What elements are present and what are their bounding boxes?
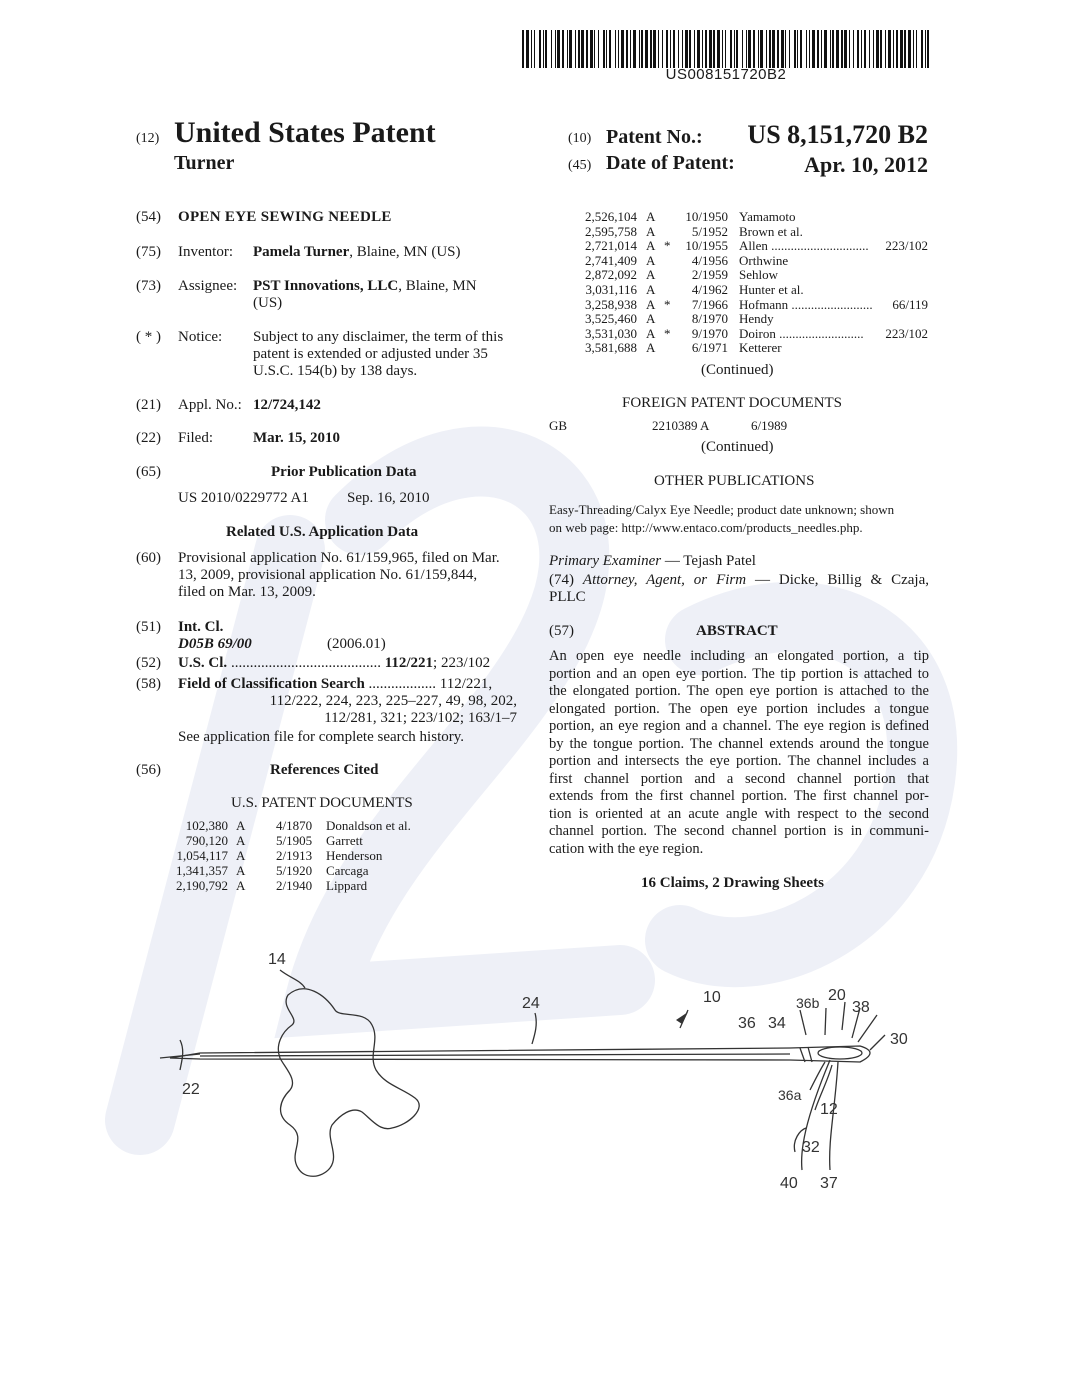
barcode-bar	[781, 30, 784, 68]
barcode-bar	[590, 30, 593, 68]
intcl-class: D05B 69/00	[178, 636, 252, 652]
barcode-bar	[682, 30, 683, 68]
abstract-code: (57)	[549, 623, 574, 639]
barcode-bar	[621, 30, 624, 68]
figure-label-12: 12	[820, 1101, 838, 1118]
barcode-bar	[545, 30, 547, 68]
inventor-label: Inventor:	[178, 244, 233, 260]
us-ref-row	[0, 297, 1080, 312]
barcode-bar	[678, 30, 679, 68]
us-ref-no: 2,872,092	[585, 267, 637, 283]
related-title: Related U.S. Application Data	[226, 524, 419, 540]
break-outline	[278, 989, 419, 1176]
field-line-4: See application file for complete search history.	[178, 729, 465, 745]
us-ref-name: Orthwine	[739, 252, 789, 268]
barcode-bar	[581, 30, 584, 68]
abstract-line: tion is oriented at an acute angle with respect to the second	[549, 805, 929, 822]
abstract-title: ABSTRACT	[696, 623, 778, 639]
barcode-bar	[832, 30, 834, 68]
barcode-bar	[662, 30, 663, 68]
field-line-2: 112/222, 224, 223, 225–227, 49, 98, 202,	[269, 693, 517, 709]
barcode-bar	[913, 30, 914, 68]
barcode-bar	[908, 30, 911, 68]
barcode-bar	[555, 30, 556, 68]
barcode-bar	[557, 30, 560, 68]
us-ref-no: 3,258,938	[585, 296, 637, 312]
barcode-bar	[730, 30, 732, 68]
barcode-bar	[789, 30, 790, 68]
us-doc-kind: A	[236, 848, 246, 863]
barcode-bar	[806, 30, 807, 68]
barcode-bar	[702, 30, 703, 68]
abstract-line: elongated portion. The open eye portion includes a tongue	[549, 700, 929, 717]
inventor-value: Pamela Turner, Blaine, MN (US)	[253, 244, 461, 260]
us-doc-row	[0, 863, 1080, 878]
us-ref-kind: A	[646, 238, 656, 254]
attorney: (74) Attorney, Agent, or Firm — Dicke, Billig & Czaja, PLLC	[549, 572, 929, 605]
barcode-bar	[650, 30, 652, 68]
barcode-bar	[639, 30, 640, 68]
barcode-bar	[758, 30, 759, 68]
figure-label-22: 22	[182, 1081, 200, 1098]
us-doc-no: 790,120	[185, 833, 228, 848]
prov-text: Provisional application No. 61/159,965, filed on Mar. 13, 2009, provisional application No. 61/159,844, filed on Mar. 13, 2009.	[178, 550, 500, 600]
barcode-bar	[615, 30, 616, 68]
inventor-code: (75)	[136, 244, 161, 260]
us-ref-row	[0, 326, 1080, 341]
barcode-bar	[709, 30, 712, 68]
barcode-bar	[817, 30, 819, 68]
us-doc-name: Garrett	[326, 833, 363, 848]
barcode-bar	[717, 30, 720, 68]
us-ref-row	[0, 311, 1080, 326]
assignee-label: Assignee:	[178, 278, 238, 294]
assignee-country: (US)	[253, 295, 283, 311]
us-ref-name: Brown et al.	[739, 223, 803, 239]
us-ref-row	[0, 267, 1080, 282]
barcode-bar	[748, 30, 751, 68]
barcode-bar	[836, 30, 839, 68]
abstract-line: cation with the eye region.	[549, 840, 704, 857]
barcode-bar	[722, 30, 723, 68]
barcode-bar	[885, 30, 886, 68]
barcode-bar	[603, 30, 605, 68]
abstract-line: portion and intersects the eye portion. The channel includes a	[549, 753, 929, 769]
us-ref-date: 10/1950	[685, 209, 728, 224]
barcode-bar	[916, 30, 917, 68]
appl-code: (21)	[136, 397, 161, 413]
barcode-bar	[673, 30, 675, 68]
us-doc-kind: A	[236, 878, 246, 893]
assignee-code: (73)	[136, 278, 161, 294]
code-10: (10)	[568, 131, 592, 146]
appl-number: 12/724,142	[253, 397, 321, 413]
barcode-bar	[869, 30, 870, 68]
barcode-bar	[666, 30, 668, 68]
prior-pub-title: Prior Publication Data	[271, 464, 417, 480]
needle-figure	[140, 940, 920, 1200]
us-ref-no: 2,526,104	[585, 209, 637, 224]
barcode-bar	[598, 30, 599, 68]
us-doc-name: Henderson	[326, 848, 383, 863]
barcode-number: US008151720B2	[665, 66, 787, 83]
us-ref-name: Ketterer	[739, 340, 782, 356]
us-doc-name: Lippard	[326, 878, 368, 893]
barcode-bar	[594, 30, 595, 68]
figure-label-36a: 36a	[778, 1087, 802, 1103]
barcode-bar	[904, 30, 906, 68]
barcode-bar	[736, 30, 738, 68]
us-doc-kind: A	[236, 818, 246, 833]
abstract-line: channel portion. The second channel portion is in communi-	[549, 823, 929, 839]
us-doc-date: 5/1905	[276, 833, 313, 848]
barcode-bar	[689, 30, 691, 68]
barcode-bar	[606, 30, 607, 68]
abstract-line: by the tongue portion. The channel extends around the tongue	[549, 735, 929, 752]
foreign-country: GB	[549, 418, 568, 433]
patent-date: Apr. 10, 2012	[804, 152, 928, 177]
prior-code: (65)	[136, 464, 161, 480]
barcode-bar	[876, 30, 879, 68]
barcode-bar	[893, 30, 894, 68]
us-ref-no: 3,031,116	[585, 282, 637, 297]
us-ref-date: 9/1970	[691, 325, 728, 341]
continued-1: (Continued)	[701, 362, 774, 378]
abstract-line: extends from the first channel portion. The first channel por-	[549, 788, 929, 804]
appl-label: Appl. No.:	[178, 397, 242, 413]
us-ref-name: Hendy	[739, 311, 774, 327]
barcode-bar	[551, 30, 552, 68]
patent-no-label: Patent No.:	[606, 126, 703, 148]
barcode-bar	[760, 30, 763, 68]
examiner: Primary Examiner — Tejash Patel	[549, 553, 756, 569]
us-doc-row	[0, 878, 1080, 893]
barcode-bar	[809, 30, 810, 68]
us-ref-star: *	[664, 296, 671, 312]
us-ref-date: 4/1962	[691, 282, 728, 297]
figure-label-32: 32	[802, 1139, 820, 1156]
us-ref-date: 7/1966	[691, 296, 728, 312]
barcode-bar	[844, 30, 847, 68]
barcode-bar	[821, 30, 822, 68]
abstract-text	[549, 648, 929, 858]
barcode-bar	[824, 30, 827, 68]
barcode-bar	[864, 30, 866, 68]
us-ref-star: *	[664, 325, 671, 341]
barcode-bar	[797, 30, 798, 68]
us-ref-row	[0, 253, 1080, 268]
us-ref-row	[0, 209, 1080, 224]
us-ref-cls: 223/102	[885, 325, 928, 341]
figure-label-34: 34	[768, 1015, 786, 1032]
us-docs-title: U.S. PATENT DOCUMENTS	[231, 795, 413, 811]
barcode-bar	[896, 30, 898, 68]
barcode-bar	[921, 30, 923, 68]
us-ref-name: Allen ..............................	[739, 238, 869, 254]
barcode-bar	[769, 30, 771, 68]
filed-code: (22)	[136, 430, 161, 446]
prior-pub-number: US 2010/0229772 A1	[178, 490, 309, 506]
us-doc-date: 4/1870	[276, 818, 313, 833]
us-ref-kind: A	[646, 325, 656, 341]
us-doc-date: 5/1920	[276, 863, 313, 878]
us-ref-no: 3,581,688	[585, 340, 637, 356]
us-ref-name: Doiron ..........................	[739, 325, 864, 341]
barcode-bar	[794, 30, 796, 68]
barcode-bar	[861, 30, 862, 68]
barcode-bar	[531, 30, 532, 68]
barcode-bar	[734, 30, 735, 68]
foreign-number: 2210389 A	[652, 418, 710, 433]
filed-label: Filed:	[178, 430, 214, 446]
figure-label-38: 38	[852, 999, 870, 1016]
barcode-bar	[575, 30, 576, 68]
us-ref-star: *	[664, 238, 671, 254]
figure-label-37: 37	[820, 1175, 838, 1192]
barcode-bar	[567, 30, 568, 68]
figure-label-24: 24	[522, 995, 540, 1012]
abstract-line: portion and an open eye portion. The tip portion is attached to	[549, 665, 929, 682]
barcode-bar	[586, 30, 588, 68]
us-doc-no: 1,054,117	[176, 848, 228, 863]
us-doc-date: 2/1940	[276, 878, 313, 893]
needle-eye	[818, 1047, 862, 1059]
barcode-bar	[746, 30, 747, 68]
inventor-surname: Turner	[174, 152, 235, 174]
barcode-bar	[880, 30, 882, 68]
prov-code: (60)	[136, 550, 161, 566]
notice-code: ( * )	[136, 329, 161, 345]
figure-label-14: 14	[268, 951, 286, 968]
us-doc-name: Carcaga	[326, 863, 369, 878]
barcode-bar	[562, 30, 564, 68]
assignee-value: PST Innovations, LLC, Blaine, MN	[253, 278, 477, 294]
barcode-bar	[569, 30, 572, 68]
barcode-bar	[618, 30, 619, 68]
us-ref-no: 2,741,409	[585, 252, 637, 268]
barcode-bar	[812, 30, 815, 68]
code-12: (12)	[136, 131, 160, 146]
us-ref-kind: A	[646, 311, 656, 327]
document-type: United States Patent	[174, 116, 436, 149]
us-ref-cls: 223/102	[885, 238, 928, 254]
barcode-bar	[927, 30, 929, 68]
us-ref-date: 10/1955	[685, 238, 728, 254]
date-label: Date of Patent:	[606, 152, 735, 174]
abstract-line: first channel portion and a second channel portion that	[549, 770, 929, 787]
us-ref-date: 2/1959	[691, 267, 728, 283]
barcode-bar	[753, 30, 755, 68]
us-ref-no: 3,531,030	[585, 325, 637, 341]
field-line-1: Field of Classification Search .................. 112/221,	[178, 676, 493, 692]
barcode-bar	[543, 30, 544, 68]
us-ref-kind: A	[646, 223, 656, 239]
notice-label: Notice:	[178, 329, 223, 345]
barcode-bar	[853, 30, 854, 68]
us-ref-no: 3,525,460	[585, 311, 637, 327]
abstract-line: portion, an eye region and a channel. The eye region is defined	[549, 718, 929, 734]
barcode-bar	[705, 30, 707, 68]
foreign-date: 6/1989	[751, 418, 788, 433]
patent-number: US 8,151,720 B2	[747, 120, 928, 149]
us-ref-row	[0, 282, 1080, 297]
figure-label-20: 20	[828, 987, 846, 1004]
refs-code: (56)	[136, 762, 161, 778]
barcode-bar	[653, 30, 656, 68]
barcode-bar	[800, 30, 802, 68]
us-ref-row	[0, 224, 1080, 239]
barcode-bar	[873, 30, 874, 68]
us-ref-row	[0, 238, 1080, 253]
other-pubs-text: Easy-Threading/Calyx Eye Needle; product date unknown; shown on web page: http://www.entaco.com/products_needles.php.	[549, 502, 895, 535]
us-ref-kind: A	[646, 252, 656, 268]
barcode-bar	[742, 30, 743, 68]
us-ref-kind: A	[646, 209, 656, 224]
abstract-line: An open eye needle including an elongated portion, a tip	[549, 648, 929, 664]
us-ref-date: 4/1956	[691, 252, 728, 268]
us-doc-kind: A	[236, 863, 246, 878]
barcode-bar	[777, 30, 779, 68]
us-doc-kind: A	[236, 833, 246, 848]
us-ref-no: 2,595,758	[585, 223, 637, 239]
us-ref-kind: A	[646, 282, 656, 297]
code-45: (45)	[568, 158, 592, 173]
barcode-bar	[522, 30, 524, 68]
barcode-bar	[578, 30, 580, 68]
us-ref-kind: A	[646, 296, 656, 312]
barcode-bar	[609, 30, 611, 68]
figure-label-30: 30	[890, 1031, 908, 1048]
figure-label-36: 36	[738, 1015, 756, 1032]
barcode-bar	[766, 30, 767, 68]
prior-pub-date: Sep. 16, 2010	[347, 490, 430, 506]
barcode-bar	[725, 30, 726, 68]
intcl-year: (2006.01)	[327, 636, 386, 652]
barcode-bar	[841, 30, 843, 68]
us-ref-cls: 66/119	[892, 296, 928, 312]
barcode-bar	[626, 30, 628, 68]
field-code: (58)	[136, 676, 161, 692]
barcode-bar	[633, 30, 636, 68]
claims-summary: 16 Claims, 2 Drawing Sheets	[641, 875, 824, 891]
barcode-bar	[685, 30, 688, 68]
us-ref-row	[0, 340, 1080, 355]
us-ref-date: 8/1970	[691, 311, 728, 327]
barcode-bar	[670, 30, 671, 68]
barcode-bar	[658, 30, 659, 68]
barcode-bar	[645, 30, 648, 68]
uscl-line: U.S. Cl. ........................................ 112/221; 223/102	[178, 655, 491, 671]
barcode	[522, 30, 930, 68]
barcode-bar	[888, 30, 891, 68]
barcode-bar	[534, 30, 535, 68]
us-ref-no: 2,721,014	[585, 238, 637, 254]
uscl-code: (52)	[136, 655, 161, 671]
barcode-bar	[694, 30, 695, 68]
us-doc-no: 2,190,792	[176, 878, 228, 893]
patent-title: OPEN EYE SEWING NEEDLE	[178, 209, 392, 225]
foreign-title: FOREIGN PATENT DOCUMENTS	[622, 395, 843, 411]
us-doc-no: 102,380	[185, 818, 228, 833]
barcode-bar	[630, 30, 631, 68]
title-code: (54)	[136, 209, 161, 225]
figure-label-36b: 36b	[796, 995, 820, 1011]
continued-2: (Continued)	[701, 439, 774, 455]
us-ref-kind: A	[646, 267, 656, 283]
barcode-bar	[849, 30, 850, 68]
us-ref-date: 5/1952	[691, 223, 728, 239]
barcode-bar	[526, 30, 529, 68]
us-ref-name: Yamamoto	[739, 209, 796, 224]
barcode-bar	[785, 30, 786, 68]
filed-date: Mar. 15, 2010	[253, 430, 340, 446]
us-ref-name: Hunter et al.	[739, 282, 804, 297]
other-pubs-title: OTHER PUBLICATIONS	[654, 473, 815, 489]
barcode-bar	[713, 30, 715, 68]
field-line-3: 112/281, 321; 223/102; 163/1–7	[324, 710, 517, 726]
figure-label-10: 10	[703, 989, 721, 1006]
barcode-bar	[539, 30, 541, 68]
us-ref-date: 6/1971	[691, 340, 728, 356]
us-ref-kind: A	[646, 340, 656, 356]
refs-title: References Cited	[270, 762, 379, 778]
us-ref-name: Hofmann .........................	[739, 296, 873, 312]
barcode-bar	[772, 30, 775, 68]
us-doc-no: 1,341,357	[176, 863, 228, 878]
abstract-line: the elongated portion. The open eye portion is attached to the	[549, 683, 929, 699]
us-ref-name: Sehlow	[739, 267, 778, 283]
us-doc-name: Donaldson et al.	[326, 818, 411, 833]
barcode-bar	[925, 30, 926, 68]
intcl-label: Int. Cl.	[178, 619, 224, 635]
notice-text: Subject to any disclaimer, the term of this patent is extended or adjusted under 35 U.S.C. 154(b) by 138 days.	[253, 329, 504, 379]
barcode-bar	[641, 30, 643, 68]
barcode-bar	[857, 30, 859, 68]
barcode-bar	[697, 30, 700, 68]
barcode-bar	[900, 30, 903, 68]
us-doc-date: 2/1913	[276, 848, 313, 863]
figure-label-40: 40	[780, 1175, 798, 1192]
intcl-code: (51)	[136, 619, 161, 635]
barcode-bar	[830, 30, 831, 68]
